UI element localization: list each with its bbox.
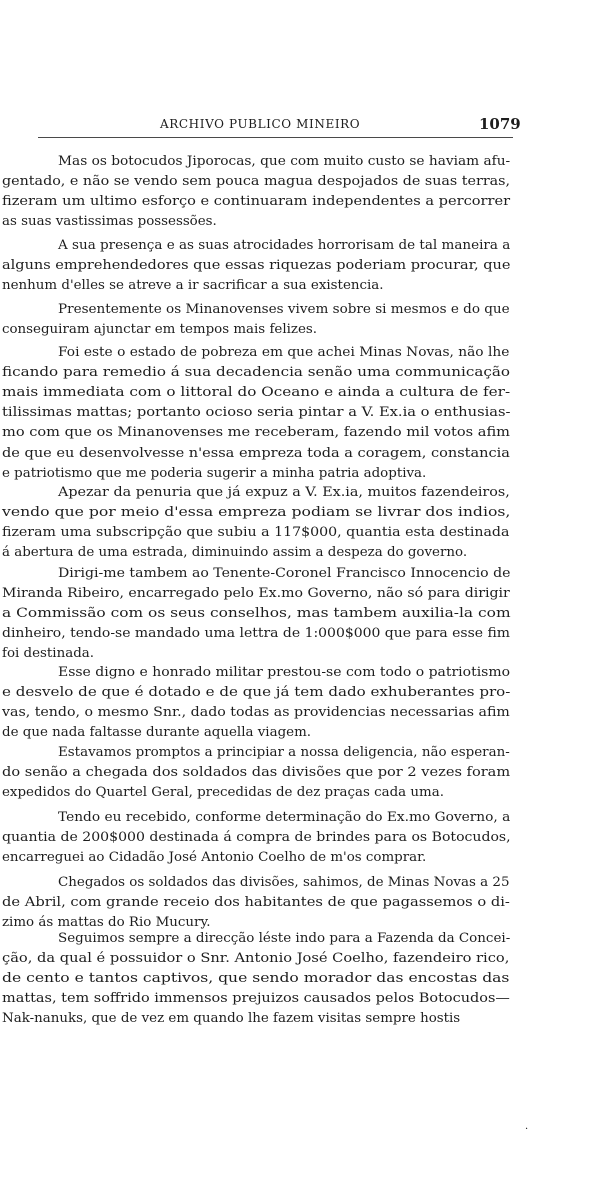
text-line: alguns emprehendedores que essas riquezas poderiam procurar, que: [2, 258, 511, 274]
text-line: vendo que por meio d'essa empreza podiam se livrar dos indios,: [2, 505, 511, 521]
text-line: as suas vastissimas possessões.: [2, 214, 217, 230]
text-line: á abertura de uma estrada, diminuindo assim a despeza do governo.: [2, 545, 468, 561]
text-line: mais immediata com o littoral do Oceano e ainda a cultura de fer-: [2, 385, 511, 401]
text-line: encarreguei ao Cidadão José Antonio Coelho de m'os comprar.: [2, 850, 427, 866]
page-number: 1079: [479, 115, 521, 133]
text-line: conseguiram ajunctar em tempos mais felizes.: [2, 322, 317, 338]
header-rule: [38, 137, 513, 138]
text-line: ção, da qual é possuidor o Snr. Antonio José Coelho, fazendeiro rico,: [2, 951, 510, 967]
text-line: a Commissão com os seus conselhos, mas tambem auxilia-la com: [2, 606, 511, 622]
text-line: de que eu desenvolvesse n'essa empreza toda a coragem, constancia: [2, 445, 510, 461]
text-line: Nak-nanuks, que de vez em quando lhe fazem visitas sempre hostis: [2, 1011, 461, 1027]
text-line: expedidos do Quartel Geral, precedidas de dez praças cada uma.: [2, 785, 444, 801]
text-line: gentado, e não se vendo sem pouca magua despojados de suas terras,: [2, 174, 511, 190]
scan-speck: ·: [525, 1124, 529, 1135]
text-line: zimo ás mattas do Rio Mucury.: [2, 915, 211, 931]
text-line: do senão a chegada dos soldados das divisões que por 2 vezes foram: [2, 765, 511, 781]
text-line: Chegados os soldados das divisões, sahimos, de Minas Novas a 25: [58, 875, 510, 890]
text-line: quantia de 200$000 destinada á compra de brindes para os Botocudos,: [2, 830, 511, 846]
text-line: Presentemente os Minanovenses vivem sobre si mesmos e do que: [58, 302, 510, 317]
text-line: mattas, tem soffrido immensos prejuizos causados pelos Botocudos—: [2, 991, 510, 1007]
text-line: e desvelo de que é dotado e de que já tem dado exhuberantes pro-: [2, 685, 511, 701]
text-line: Esse digno e honrado militar prestou-se com todo o patriotismo: [58, 665, 511, 680]
running-header: ARCHIVO PUBLICO MINEIRO: [160, 117, 361, 131]
text-line: foi destinada.: [2, 646, 95, 662]
text-line: de que nada faltasse durante aquella viagem.: [2, 725, 312, 741]
text-line: de Abril, com grande receio dos habitantes de que pagassemos o di-: [2, 895, 510, 911]
text-line: Foi este o estado de pobreza em que achei Minas Novas, não lhe: [58, 345, 510, 360]
text-line: tilissimas mattas; portanto ocioso seria pintar a V. Ex.ia o enthusias-: [2, 405, 511, 421]
text-line: fizeram uma subscripção que subiu a 117$000, quantia esta destinada: [2, 525, 510, 541]
text-line: Tendo eu recebido, conforme determinação do Ex.mo Governo, a: [58, 810, 511, 825]
text-line: e patriotismo que me poderia sugerir a minha patria adoptiva.: [2, 465, 427, 481]
text-line: vas, tendo, o mesmo Snr., dado todas as providencias necessarias afim: [2, 705, 510, 721]
text-line: de cento e tantos captivos, que sendo morador das encostas das: [2, 971, 510, 987]
text-line: ficando para remedio á sua decadencia senão uma communicação: [2, 365, 510, 381]
text-line: Seguimos sempre a direcção léste indo para a Fazenda da Concei-: [58, 931, 511, 946]
text-line: Dirigi-me tambem ao Tenente-Coronel Francisco Innocencio de: [58, 566, 511, 581]
text-line: Miranda Ribeiro, encarregado pelo Ex.mo Governo, não só para dirigir: [2, 586, 510, 602]
text-line: dinheiro, tendo-se mandado uma lettra de 1:000$000 que para esse fim: [2, 626, 511, 642]
text-line: A sua presença e as suas atrocidades horrorisam de tal maneira a: [58, 238, 511, 253]
text-line: fizeram um ultimo esforço e continuaram independentes a percorrer: [2, 194, 511, 210]
text-line: mo com que os Minanovenses me receberam, fazendo mil votos afim: [2, 425, 511, 441]
text-line: Mas os botocudos Jiporocas, que com muito custo se haviam afu-: [58, 154, 511, 169]
text-line: nenhum d'elles se atreve a ir sacrificar a sua existencia.: [2, 278, 384, 294]
text-line: Estavamos promptos a principiar a nossa deligencia, não esperan-: [58, 745, 510, 760]
text-line: Apezar da penuria que já expuz a V. Ex.ia, muitos fazendeiros,: [58, 485, 510, 500]
